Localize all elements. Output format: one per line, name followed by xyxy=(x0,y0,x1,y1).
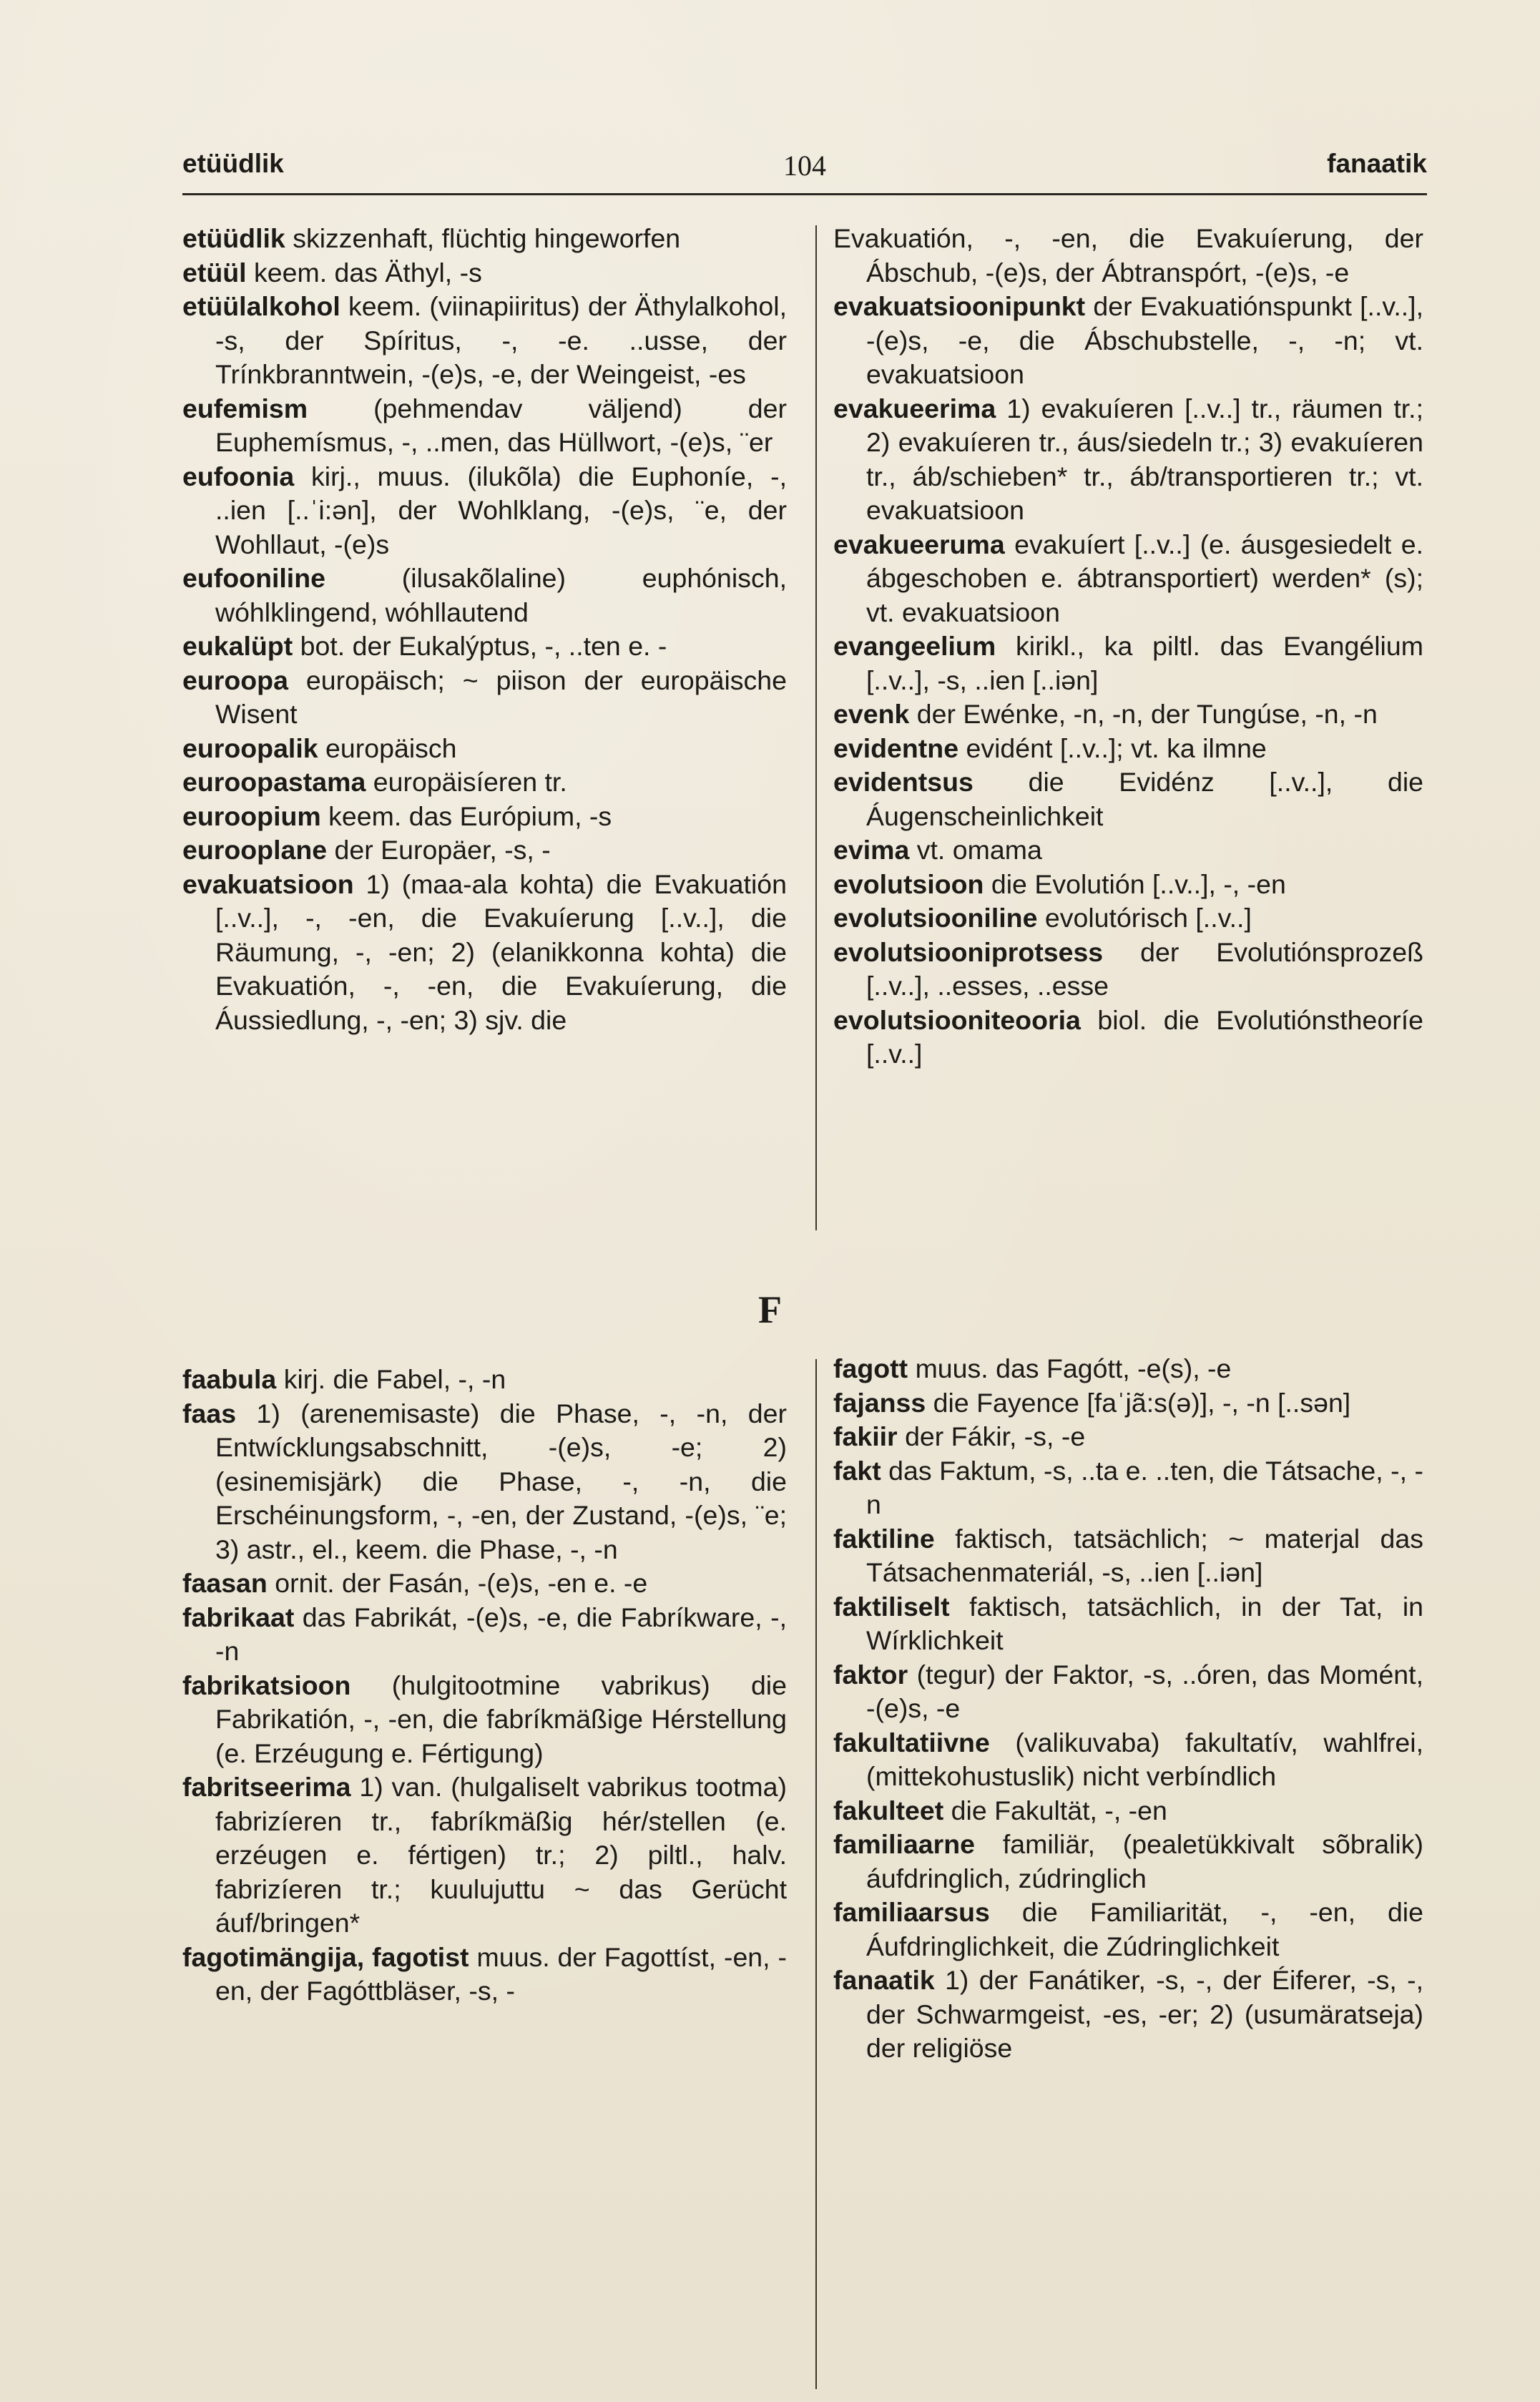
entry-headword: euroopalik xyxy=(182,732,318,763)
entry-definition: faktisch, tatsächlich; ~ materjal das Tátsachenmateriál, -s, ..ien [..iən] xyxy=(866,1523,1423,1587)
dictionary-entry xyxy=(182,765,787,800)
entry-definition: (pehmendav väljend) der Euphemísmus, -, ..men, das Hüllwort, -(e)s, ¨er xyxy=(215,393,788,457)
dictionary-entry xyxy=(182,1363,787,1397)
column-divider-top xyxy=(815,225,817,1230)
entry-definition: der Fákir, -s, -e xyxy=(905,1421,1086,1451)
entry-definition: die Evidénz [..v..], die Áugenscheinlichkeit xyxy=(866,767,1424,831)
entry-headword: faktiline xyxy=(833,1523,935,1554)
entry-headword: familiaarne xyxy=(833,1829,976,1859)
entry-definition: bot. der Eukalýptus, -, ..ten e. - xyxy=(300,631,667,661)
dictionary-entry xyxy=(182,800,787,834)
dictionary-entry xyxy=(833,765,1423,833)
dictionary-entry xyxy=(833,222,1423,290)
dictionary-entry xyxy=(182,562,787,629)
dictionary-entry xyxy=(833,1522,1423,1590)
entry-headword: eukalüpt xyxy=(182,631,293,661)
entry-definition: kirikl., ka piltl. das Evangélium [..v..], -s, ..ien [..iən] xyxy=(866,631,1423,695)
entry-definition: die Familiarität, -, -en, die Áufdringlichkeit, die Zúdringlichkeit xyxy=(866,1897,1423,1961)
entry-headword: fagott xyxy=(833,1353,908,1383)
entry-headword: fagotimängija, fagotist xyxy=(182,1941,469,1972)
entry-definition: das Faktum, -s, ..ta e. ..ten, die Tátsache, -, -n xyxy=(866,1455,1424,1519)
entry-definition: muus. der Fagottíst, -en, -en, der Fagóttbläser, -s, - xyxy=(215,1941,788,2006)
entry-definition: (tegur) der Faktor, -s, ..óren, das Momént, -(e)s, -e xyxy=(866,1659,1424,1723)
entry-definition: biol. die Evolutiónstheoríe [..v..] xyxy=(866,1004,1424,1069)
column-left-top xyxy=(182,222,787,1037)
entry-headword: evima xyxy=(833,835,910,865)
dictionary-entry xyxy=(833,1590,1423,1658)
entry-headword: evolutsioon xyxy=(833,868,984,899)
dictionary-entry xyxy=(182,256,787,290)
dictionary-entry xyxy=(182,392,787,460)
header-first-word: etüüdlik xyxy=(182,149,284,178)
entry-definition: evolutórisch [..v..] xyxy=(1044,903,1252,933)
entry-definition: kirj. die Fabel, -, -n xyxy=(283,1364,506,1394)
page-number: 104 xyxy=(783,149,826,182)
entry-definition: 1) (arenemisaste) die Phase, -, -n, der Entwícklungsabschnitt, -(e)s, -e; 2) (esinemisjärk) die Phase, -, -n, die Erschéinungsform, -, -en, der Zustand, -(e)s, ¨e; 3) astr., el., keem. die Phase, -, -n xyxy=(215,1398,787,1564)
dictionary-entry xyxy=(182,1941,787,2009)
dictionary-entry xyxy=(833,732,1423,766)
column-right-bottom xyxy=(833,1352,1423,2066)
entry-definition: die Evolutión [..v..], -, -en xyxy=(991,868,1286,899)
dictionary-entry xyxy=(182,664,787,732)
entry-definition: muus. das Fagótt, -e(s), -e xyxy=(915,1353,1232,1383)
dictionary-entry xyxy=(833,392,1423,528)
entry-headword: euroopastama xyxy=(182,767,366,797)
dictionary-entry xyxy=(833,629,1423,697)
column-left-bottom xyxy=(182,1363,787,2009)
page-header xyxy=(182,143,1427,193)
entry-definition: der Evolutiónsprozeß [..v..], ..esses, ..esse xyxy=(866,936,1423,1001)
entry-headword: eurooplane xyxy=(182,835,328,865)
entry-definition: ornit. der Fasán, -(e)s, -en e. -e xyxy=(275,1568,648,1598)
entry-headword: faas xyxy=(182,1398,237,1428)
dictionary-entry xyxy=(833,1352,1423,1386)
entry-definition: familiär, (pealetükkivalt sõbralik) áufdringlich, zúdringlich xyxy=(866,1829,1423,1893)
entry-headword: evenk xyxy=(833,699,910,729)
entry-definition: 1) evakuíeren [..v..] tr., räumen tr.; 2) evakuíeren tr., áus/siedeln tr.; 3) evakuíeren tr., áb/schieben* tr., áb/transportieren tr.; vt. evakuatsioon xyxy=(866,393,1423,525)
dictionary-entry xyxy=(833,290,1423,392)
entry-definition: 1) (maa-ala kohta) die Evakuatión [..v..], -, -en, die Evakuíerung [..v..], die Räumung, -, -en; 2) (elanikkonna kohta) die Evakuatión, -, -en, die Evakuíerung, die Áussiedlung, -, -en; 3) sjv. die xyxy=(215,868,787,1035)
dictionary-entry xyxy=(833,1964,1423,2066)
entry-headword: eufemism xyxy=(182,393,308,423)
dictionary-entry xyxy=(182,290,787,392)
entry-headword: evangeelium xyxy=(833,631,996,661)
entry-headword: fabrikaat xyxy=(182,1602,295,1632)
header-last-word: fanaatik xyxy=(1327,149,1427,178)
entry-definition: skizzenhaft, flüchtig hingeworfen xyxy=(293,223,681,253)
entry-headword: fanaatik xyxy=(833,1965,935,1995)
dictionary-entry xyxy=(182,222,787,256)
column-divider-bottom xyxy=(815,1359,817,2389)
entry-headword: etüülalkohol xyxy=(182,291,340,321)
entry-headword: familiaarsus xyxy=(833,1897,990,1927)
entry-headword: fakultatiivne xyxy=(833,1727,990,1758)
entry-definition: der Europäer, -s, - xyxy=(334,835,551,865)
entry-headword: evakuatsioon xyxy=(182,868,354,899)
entry-definition: der Ewénke, -n, -n, der Tungúse, -n, -n xyxy=(916,699,1378,729)
entry-definition: vt. omama xyxy=(916,835,1042,865)
dictionary-entry xyxy=(833,833,1423,868)
header-rule xyxy=(182,193,1427,195)
entry-definition: keem. das Európium, -s xyxy=(328,800,612,831)
dictionary-entry xyxy=(182,1770,787,1941)
entry-headword: eufooniline xyxy=(182,563,325,593)
dictionary-entry xyxy=(833,936,1423,1004)
entry-definition: das Fabrikát, -(e)s, -e, die Fabríkware, -, -n xyxy=(215,1602,787,1666)
entry-headword: fakiir xyxy=(833,1421,898,1451)
entry-headword: evidentne xyxy=(833,732,959,763)
dictionary-entry xyxy=(833,1828,1423,1896)
entry-headword: evolutsiooniprotsess xyxy=(833,936,1104,967)
entry-headword: evidentsus xyxy=(833,767,973,797)
entry-headword: euroopa xyxy=(182,665,288,695)
dictionary-entry xyxy=(833,1386,1423,1421)
entry-headword: fakulteet xyxy=(833,1795,944,1825)
entry-definition: (ilusakõlaline) euphónisch, wóhlklingend, wóhllautend xyxy=(215,563,787,627)
entry-definition: Evakuatión, -, -en, die Evakuíerung, der Ábschub, -(e)s, der Ábtranspórt, -(e)s, -e xyxy=(833,223,1423,288)
dictionary-entry xyxy=(182,1397,787,1567)
section-letter: F xyxy=(758,1288,782,1331)
entry-definition: kirj., muus. (ilukõla) die Euphoníe, -, ..ien [..ˈi:ən], der Wohlklang, -(e)s, ¨e, der Wohllaut, -(e)s xyxy=(215,461,787,559)
entry-definition: (valikuvaba) fakultatív, wahlfrei, (mittekohustuslik) nicht verbíndlich xyxy=(866,1727,1423,1791)
dictionary-entry xyxy=(833,528,1423,630)
entry-headword: faktiliselt xyxy=(833,1591,950,1622)
entry-definition: der Evakuatiónspunkt [..v..], -(e)s, -e, die Ábschubstelle, -, -n; vt. evakuatsioon xyxy=(866,291,1424,389)
dictionary-entry xyxy=(833,901,1423,936)
entry-definition: 1) van. (hulgaliselt vabrikus tootma) fabrizíeren tr., fabríkmäßig hér/stellen (e. erzéugen e. fértigen) tr.; 2) piltl., halv. fabrizíeren tr.; kuulujuttu ~ das Gerücht áuf/bringen* xyxy=(215,1772,787,1938)
entry-headword: eufoonia xyxy=(182,461,295,491)
entry-headword: fabrikatsioon xyxy=(182,1670,351,1700)
dictionary-entry xyxy=(833,1726,1423,1794)
entry-definition: die Fayence [faˈjã:s(ə)], -, -n [..sən] xyxy=(933,1387,1351,1418)
dictionary-entry xyxy=(182,1669,787,1771)
entry-headword: evakuatsioonipunkt xyxy=(833,291,1086,321)
entry-headword: etüül xyxy=(182,257,247,288)
entry-headword: euroopium xyxy=(182,800,321,831)
dictionary-entry xyxy=(182,629,787,664)
entry-headword: fabritseerima xyxy=(182,1772,351,1802)
dictionary-entry xyxy=(182,868,787,1038)
entry-headword: evakueeruma xyxy=(833,529,1005,559)
entry-headword: evolutsiooniline xyxy=(833,903,1038,933)
entry-headword: fajanss xyxy=(833,1387,926,1418)
entry-definition: europäisíeren tr. xyxy=(373,767,567,797)
entry-definition: die Fakultät, -, -en xyxy=(951,1795,1167,1825)
dictionary-entry xyxy=(833,1896,1423,1964)
entry-definition: faktisch, tatsächlich, in der Tat, in Wírklichkeit xyxy=(866,1591,1423,1655)
dictionary-entry xyxy=(182,833,787,868)
dictionary-entry xyxy=(833,868,1423,902)
dictionary-entry xyxy=(833,1454,1423,1522)
entry-headword: etüüdlik xyxy=(182,223,285,253)
entry-headword: evakueerima xyxy=(833,393,996,423)
entry-headword: faasan xyxy=(182,1568,268,1598)
dictionary-entry xyxy=(833,1420,1423,1454)
dictionary-entry xyxy=(833,1658,1423,1726)
entry-headword: evolutsiooniteooria xyxy=(833,1004,1081,1035)
entry-headword: faabula xyxy=(182,1364,277,1394)
column-right-top xyxy=(833,222,1423,1072)
dictionary-entry xyxy=(833,1794,1423,1828)
entry-definition: keem. (viinapiiritus) der Äthylalkohol, -s, der Spíritus, -, -e. ..usse, der Trínkbranntwein, -(e)s, -e, der Weingeist, -es xyxy=(215,291,787,389)
entry-headword: faktor xyxy=(833,1659,908,1690)
entry-definition: evidént [..v..]; vt. ka ilmne xyxy=(966,732,1267,763)
dictionary-entry xyxy=(833,697,1423,732)
dictionary-entry xyxy=(182,732,787,766)
dictionary-entry xyxy=(182,1567,787,1601)
entry-definition: evakuíert [..v..] (e. áusgesiedelt e. ábgeschoben e. ábtransportiert) werden* (s); vt. evakuatsioon xyxy=(866,529,1424,627)
dictionary-entry xyxy=(833,1004,1423,1072)
entry-definition: europäisch xyxy=(325,732,457,763)
entry-definition: europäisch; ~ piison der europäische Wisent xyxy=(215,665,788,729)
dictionary-entry xyxy=(182,460,787,562)
entry-definition: 1) der Fanátiker, -s, -, der Éiferer, -s, -, der Schwarmgeist, -es, -er; 2) (usumäratseja) der religiöse xyxy=(866,1965,1423,2063)
entry-headword: fakt xyxy=(833,1455,881,1486)
entry-definition: (hulgitootmine vabrikus) die Fabrikatión, -, -en, die fabríkmäßige Hérstellung (e. Erzéugung e. Fértigung) xyxy=(215,1670,787,1768)
entry-definition: keem. das Äthyl, -s xyxy=(254,257,482,288)
dictionary-entry xyxy=(182,1601,787,1669)
